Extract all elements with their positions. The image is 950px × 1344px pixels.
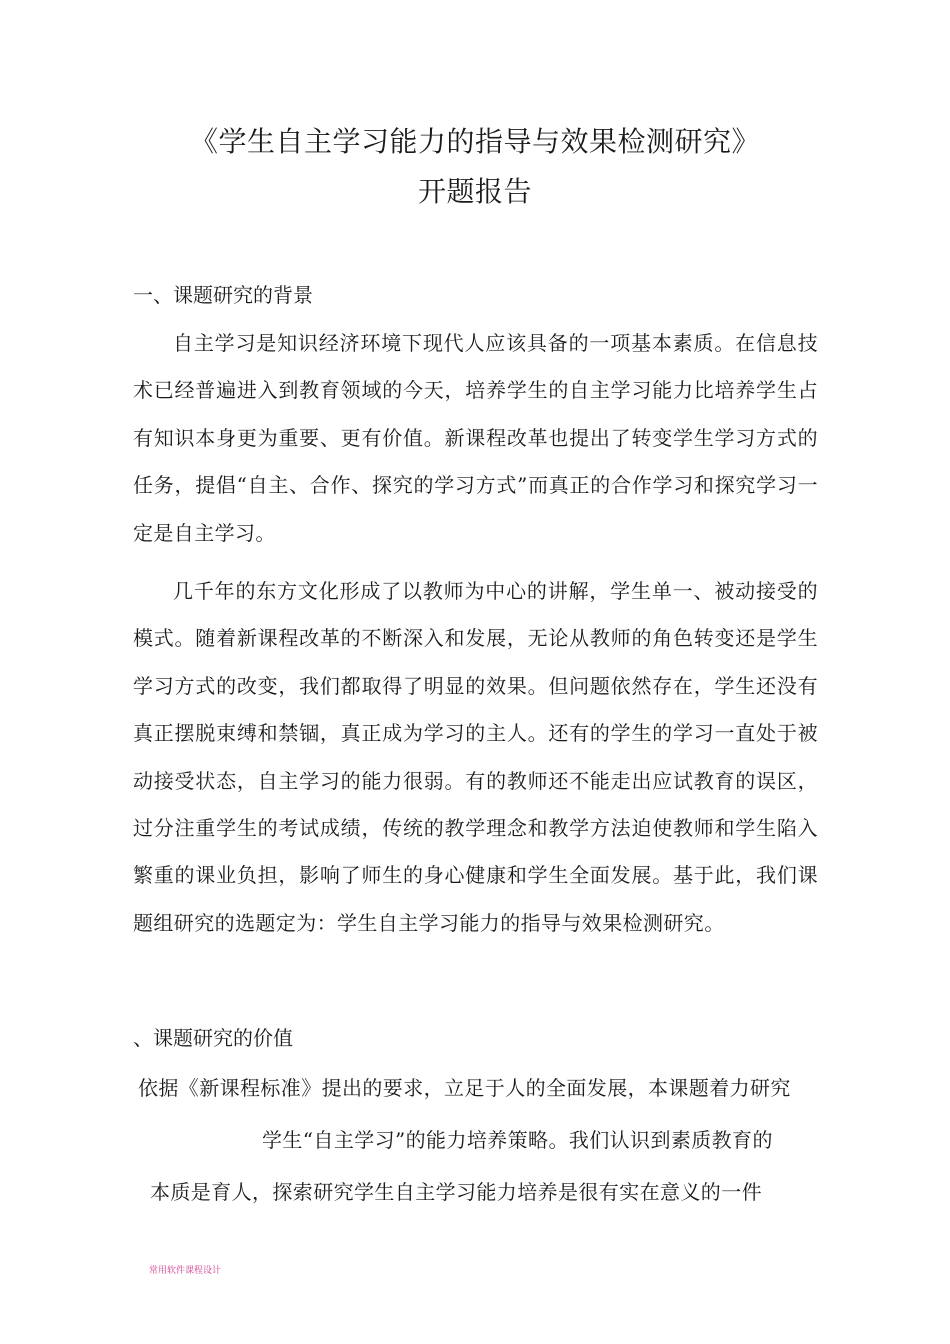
document-title: 《学生自主学习能力的指导与效果检测研究》 bbox=[189, 125, 760, 158]
paragraph-background-2: 几千年的东方文化形成了以教师为中心的讲解，学生单一、被动接受的模式。随着新课程改革的不断深入和发展，无论从教师的角色转变还是学生学习方式的改变，我们都取得了明显的效果。但问题依然存在，学生还没有真正摆脱束缚和禁锢，真正成为学习的主人。还有的学生的学习一直处于被动接受状态，自主学习的能力很弱。有的教师还不能走出应试教育的误区，过分注重学生的考试成绩，传统的教学理念和教学方法迫使教师和学生陷入繁重的课业负担，影响了师生的身心健康和学生全面发展。基于此，我们课题组研究的选题定为：学生自主学习能力的指导与效果检测研究。 bbox=[133, 579, 818, 935]
paragraph-background-1: 自主学习是知识经济环境下现代人应该具备的一项基本素质。在信息技术已经普遍进入到教育领域的今天，培养学生的自主学习能力比培养学生占有知识本身更为重要、更有价值。新课程改革也提出了转变学生学习方式的任务，提倡“自主、合作、探究的学习方式”而真正的合作学习和探究学习一定是自主学习。 bbox=[133, 331, 818, 545]
paragraph-value-line-3: 本质是育人，探索研究学生自主学习能力培养是很有实在意义的一件 bbox=[150, 1180, 762, 1204]
document-subtitle: 开题报告 bbox=[417, 175, 532, 208]
section-heading-background: 一、课题研究的背景 bbox=[133, 283, 313, 307]
section-heading-value: 、课题研究的价值 bbox=[133, 1026, 293, 1050]
paragraph-value-line-1: 依据《新课程标准》提出的要求，立足于人的全面发展，本课题着力研究 bbox=[138, 1076, 791, 1100]
footer-watermark: 常用软件课程设计 bbox=[149, 1266, 222, 1276]
paragraph-value-line-2: 学生“自主学习”的能力培养策略。我们认识到素质教育的 bbox=[262, 1128, 773, 1152]
